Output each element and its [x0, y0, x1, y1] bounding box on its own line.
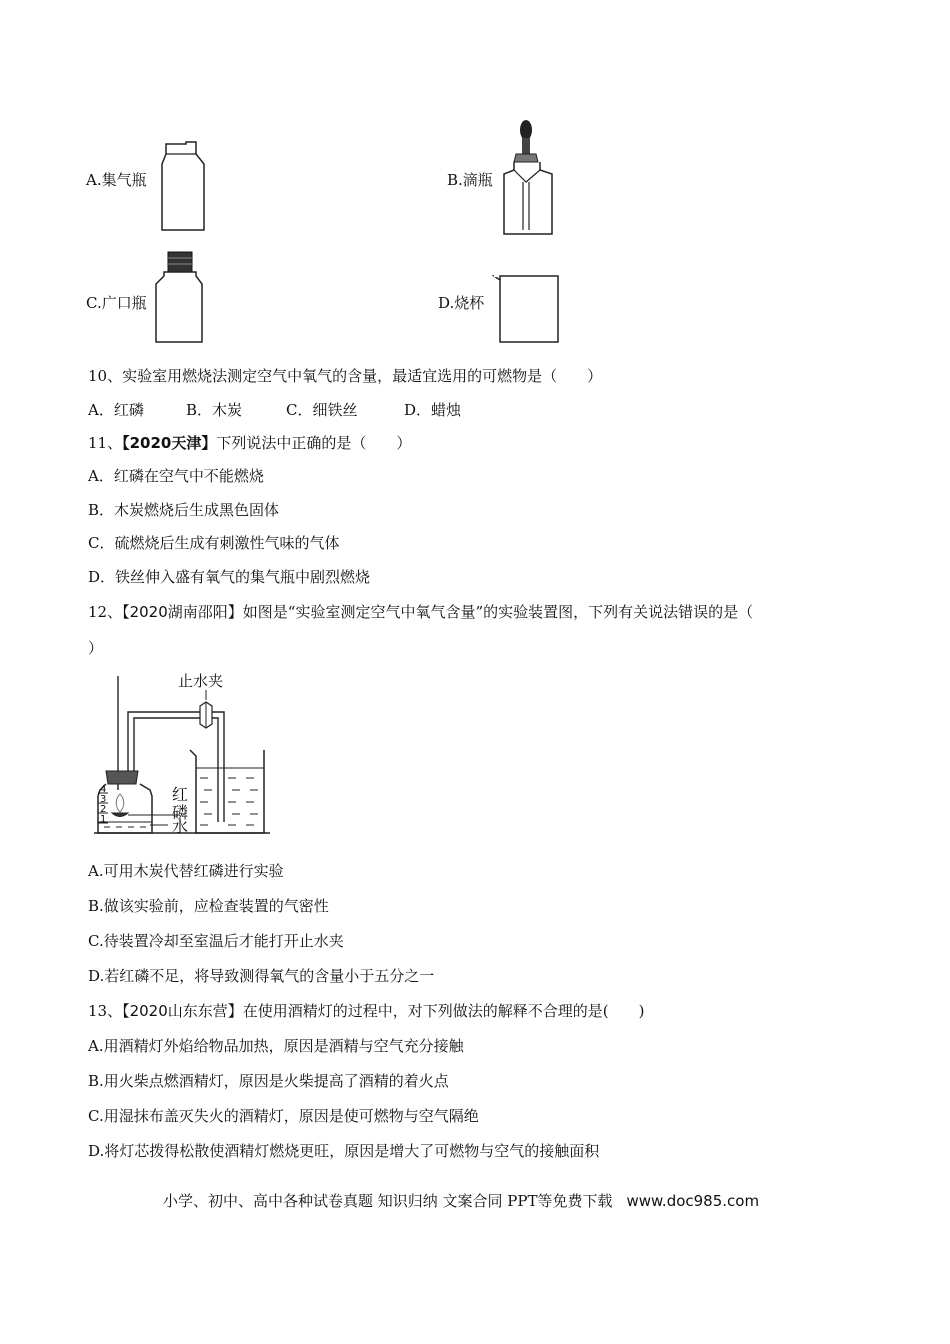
q13-heading — [88, 1001, 645, 1021]
scale-mark-4: 4 — [100, 784, 107, 795]
q13-option-a: A.用酒精灯外焰给物品加热，原因是酒精与空气充分接触 — [88, 1037, 464, 1055]
q12-option-a: A.可用木炭代替红磷进行实验 — [88, 862, 284, 880]
q10-option-d: D．蜡烛 — [404, 401, 462, 419]
option-c-label: C.广口瓶 — [86, 294, 147, 312]
q12-option-b: B.做该实验前，应检查装置的气密性 — [88, 897, 329, 915]
q10-option-b: B．木炭 — [186, 401, 243, 419]
option-b-label: B.滴瓶 — [447, 171, 493, 189]
q12-heading — [88, 602, 753, 622]
footer-link[interactable]: www.doc985.com — [626, 1192, 760, 1210]
q12-stem-end: ） — [88, 639, 104, 657]
q13-stem: 在使用酒精灯的过程中，对下列做法的解释不合理的是( ) — [242, 1002, 645, 1020]
scale-mark-2: 2 — [100, 804, 107, 815]
q11-heading — [88, 433, 411, 453]
q11-option-d: D．铁丝伸入盛有氧气的集气瓶中剧烈燃烧 — [88, 568, 371, 586]
q11-stem: 下列说法中正确的是（ ） — [216, 434, 412, 452]
option-a-label: A.集气瓶 — [86, 171, 147, 189]
q12-option-c: C.待装置冷却至室温后才能打开止水夹 — [88, 932, 344, 950]
wide-mouth-bottle-icon — [154, 250, 204, 344]
q12-source: 【2020湖南邵阳】 — [122, 603, 243, 621]
q11-option-b: B．木炭燃烧后生成黑色固体 — [88, 501, 280, 519]
dropper-bottle-icon — [500, 118, 556, 236]
page-footer — [163, 1191, 759, 1211]
phosphorus-label-1: 红 — [172, 785, 189, 804]
q12-stem: 如图是“实验室测定空气中氧气含量”的实验装置图，下列有关说法错误的是（ — [242, 603, 754, 621]
q12-option-d: D.若红磷不足，将导致测得氧气的含量小于五分之一 — [88, 967, 435, 985]
q13-source: 【2020山东东营】 — [122, 1002, 243, 1020]
oxygen-measurement-apparatus — [92, 672, 272, 842]
q11-option-c: C．硫燃烧后生成有刺激性气味的气体 — [88, 534, 340, 552]
scale-mark-1: 1 — [100, 814, 107, 825]
gas-collecting-bottle-icon — [160, 138, 210, 230]
q11-number: 11、 — [88, 434, 123, 452]
scale-mark-3: 3 — [100, 794, 107, 805]
q10-option-a: A．红磷 — [88, 401, 144, 419]
clamp-label: 止水夹 — [178, 672, 224, 690]
beaker-icon — [492, 272, 562, 344]
q10-stem: 10、实验室用燃烧法测定空气中氧气的含量，最适宜选用的可燃物是（ ） — [88, 367, 603, 385]
q10-option-c: C．细铁丝 — [286, 401, 358, 419]
q10-options — [88, 400, 461, 420]
option-d-label: D.烧杯 — [438, 294, 485, 312]
q11-option-a: A．红磷在空气中不能燃烧 — [88, 467, 264, 485]
q13-option-d: D.将灯芯拨得松散使酒精灯燃烧更旺，原因是增大了可燃物与空气的接触面积 — [88, 1142, 600, 1160]
q13-option-c: C.用湿抹布盖灭失火的酒精灯，原因是使可燃物与空气隔绝 — [88, 1107, 479, 1125]
q13-option-b: B.用火柴点燃酒精灯，原因是火柴提高了酒精的着火点 — [88, 1072, 449, 1090]
footer-text: 小学、初中、高中各种试卷真题 知识归纳 文案合同 PPT等免费下载 — [163, 1192, 613, 1210]
q12-number: 12、 — [88, 603, 123, 621]
water-label: 水 — [172, 817, 189, 836]
phosphorus-label-2: 磷 — [172, 803, 189, 822]
q13-number: 13、 — [88, 1002, 123, 1020]
q11-source: 【2020天津】 — [122, 434, 217, 452]
